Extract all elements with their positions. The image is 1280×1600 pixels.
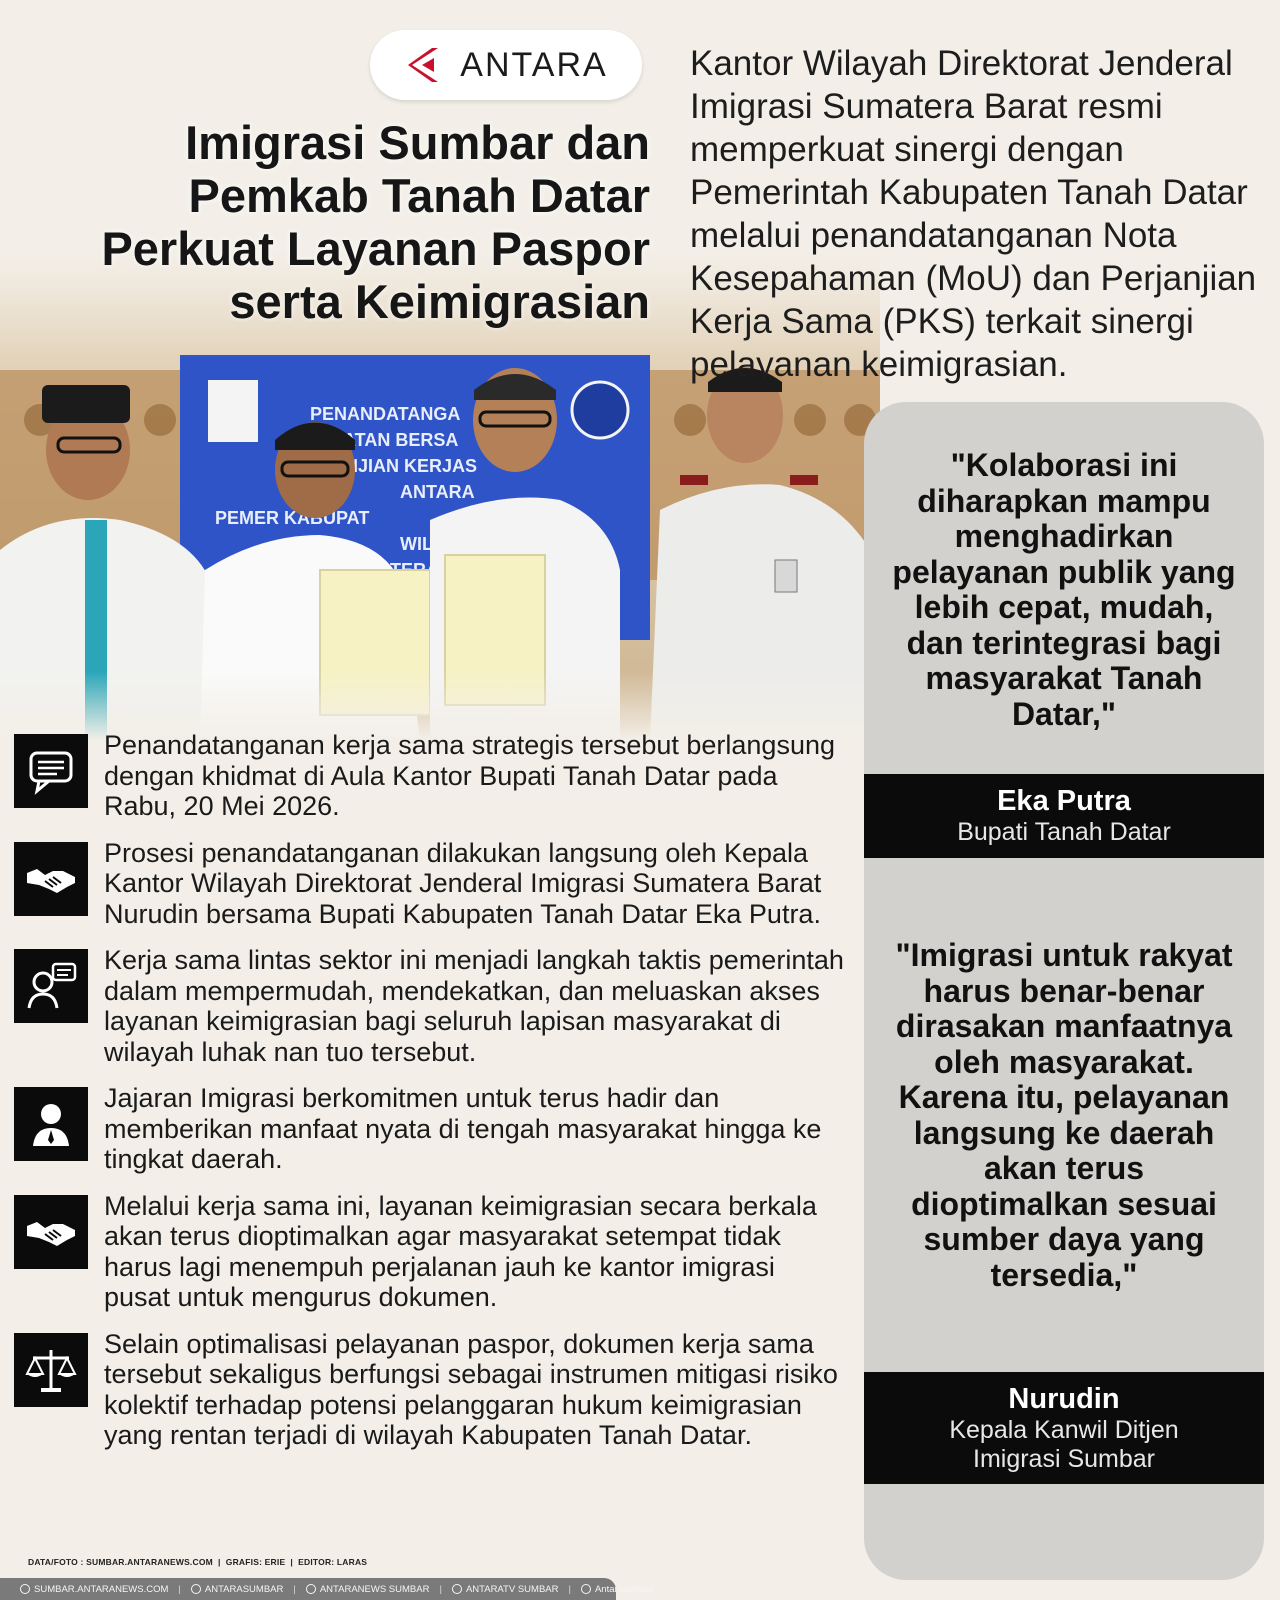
footer-label: ANTARASUMBAR [204, 1583, 284, 1595]
footer-separator: | [439, 1583, 442, 1595]
quote-author: Nurudin [1008, 1383, 1120, 1415]
quote-author-role: Kepala Kanwil Ditjen [949, 1416, 1179, 1444]
footer-facebook-link[interactable] [306, 1584, 430, 1595]
footer-tiktok-link[interactable] [581, 1584, 655, 1595]
bullet-text: Kerja sama lintas sektor ini menjadi langkah taktis pemerintah dalam mempermudah, mendekatkan, dan meluaskan akses layanan keimigrasian bagi seluruh lapisan masyarakat di wilayah luhak nan tuo tersebut. [104, 945, 844, 1067]
page-title [20, 116, 650, 328]
quote-author-role: Imigrasi Sumbar [973, 1445, 1155, 1473]
bullet-text: Prosesi penandatanganan dilakukan langsung oleh Kepala Kantor Wilayah Direktorat Jenderal Imigrasi Sumatera Barat Nurudin bersama Bupati Kabupaten Tanah Datar Eka Putra. [104, 837, 822, 929]
quote-text: "Kolaborasi ini diharapkan mampu menghadirkan pelayanan publik yang lebih cepat, mudah, dan terintegrasi bagi masyarakat Tanah Datar," [892, 447, 1236, 732]
handshake-icon [14, 842, 88, 916]
bullet-list [14, 730, 844, 1467]
footer-separator: | [293, 1583, 296, 1595]
bullet-text: Melalui kerja sama ini, layanan keimigrasian secara berkala akan terus dioptimalkan agar masyarakat setempat tidak harus lagi menempuh perjalanan jauh ke kantor imigrasi pusat untuk mengurus dokumen. [104, 1190, 817, 1312]
quote-author-role: Bupati Tanah Datar [957, 818, 1171, 846]
headline-line: Perkuat Layanan Paspor [101, 222, 650, 275]
quote-author: Eka Putra [997, 785, 1131, 817]
antara-logo-mark-icon [404, 44, 450, 86]
footer-instagram-link[interactable] [191, 1584, 283, 1595]
bullet-text: Selain optimalisasi pelayanan paspor, dokumen kerja sama tersebut sekaligus berfungsi sebagai instrumen mitigasi risiko kolektif terhadap potensi pelanggaran hukum keimigrasian yang rentan terjadi di wilayah Kabupaten Tanah Datar. [104, 1328, 838, 1450]
tiktok-icon [581, 1584, 591, 1594]
headline-line: Imigrasi Sumbar dan [185, 116, 650, 169]
list-item [14, 730, 844, 822]
credit-grafis: GRAFIS: ERIE [225, 1557, 286, 1567]
quote-text: "Imigrasi untuk rakyat harus benar-benar dirasakan manfaatnya oleh masyarakat. Karena itu, pelayanan langsung ke daerah akan terus dioptimalkan sesuai sumber daya yang tersedia," [895, 937, 1233, 1293]
globe-icon [20, 1584, 30, 1594]
headline-line: serta Keimigrasian [229, 275, 650, 328]
social-footer [0, 1578, 655, 1600]
quote-attribution [864, 774, 1264, 858]
footer-label: SUMBAR.ANTARANEWS.COM [34, 1583, 169, 1595]
footer-separator: | [568, 1583, 571, 1595]
list-item [14, 1329, 844, 1451]
headline-line: Pemkab Tanah Datar [188, 169, 650, 222]
footer-website-link[interactable] [20, 1584, 168, 1595]
scales-icon [14, 1333, 88, 1407]
facebook-icon [306, 1584, 316, 1594]
antara-logo [370, 30, 642, 100]
chat-bubble-icon [14, 734, 88, 808]
credits-line [28, 1557, 367, 1567]
logo-text: ANTARA [460, 45, 608, 84]
list-item [14, 945, 844, 1067]
credit-data-foto: DATA/FOTO : SUMBAR.ANTARANEWS.COM [28, 1557, 213, 1567]
person-icon [14, 1087, 88, 1161]
credit-separator: | [287, 1557, 299, 1567]
youtube-icon [452, 1584, 462, 1594]
credit-separator: | [215, 1557, 226, 1567]
list-item [14, 838, 844, 930]
footer-youtube-link[interactable] [452, 1584, 559, 1595]
bullet-text: Jajaran Imigrasi berkomitmen untuk terus hadir dan memberikan manfaat nyata di tengah masyarakat hingga ke tingkat daerah. [104, 1083, 822, 1174]
quote-attribution [864, 1372, 1264, 1484]
instagram-icon [191, 1584, 201, 1594]
footer-label: ANTARATV SUMBAR [465, 1583, 559, 1595]
handshake-icon [14, 1195, 88, 1269]
footer-label: ANTARANEWS SUMBAR [319, 1583, 430, 1595]
footer-separator: | [178, 1583, 181, 1595]
list-item [14, 1191, 844, 1313]
quote-panel [864, 402, 1264, 1580]
intro-paragraph: Kantor Wilayah Direktorat Jenderal Imigrasi Sumatera Barat resmi memperkuat sinergi dengan Pemerintah Kabupaten Tanah Datar melalui penandatanganan Nota Kesepahaman (MoU) dan Perjanjian Kerja Sama (PKS) terkait sinergi pelayanan keimigrasian. [690, 44, 1257, 384]
footer-label: Antarasumbar [594, 1583, 655, 1595]
credit-editor: EDITOR: LARAS [298, 1557, 368, 1567]
bullet-text: Penandatanganan kerja sama strategis tersebut berlangsung dengan khidmat di Aula Kantor Bupati Tanah Datar pada Rabu, 20 Mei 2026. [104, 730, 835, 821]
list-item [14, 1083, 844, 1175]
speaker-person-icon [14, 949, 88, 1023]
